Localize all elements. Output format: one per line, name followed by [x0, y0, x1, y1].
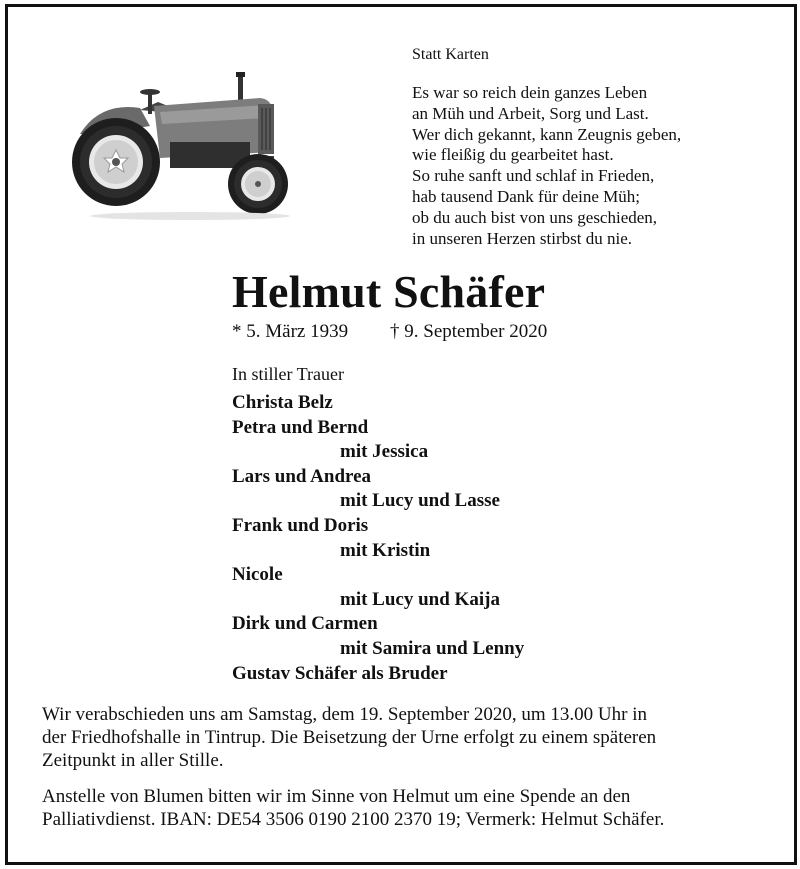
- mourner-line: Lars und Andrea: [232, 465, 372, 487]
- mourner-line: mit Samira und Lenny: [340, 637, 525, 659]
- death-date: † 9. September 2020: [390, 321, 548, 342]
- mourner-line: Dirk und Carmen: [232, 613, 378, 635]
- mourner-line: Nicole: [232, 564, 283, 586]
- tractor-icon: [70, 72, 310, 222]
- mourner-line: mit Lucy und Kaija: [340, 588, 500, 610]
- mourner-line: mit Jessica: [340, 441, 429, 463]
- mourner-line: mit Kristin: [340, 539, 431, 561]
- info-line: Wir verabschieden uns am Samstag, dem 19. September 2020, um 13.00 Uhr in: [42, 704, 648, 725]
- poem-heading: Statt Karten: [412, 46, 489, 63]
- poem-line: hab tausend Dank für deine Müh;: [412, 186, 641, 206]
- funeral-info: [42, 703, 762, 772]
- poem-line: ob du auch bist von uns geschieden,: [412, 207, 658, 227]
- deceased-name: Helmut Schäfer: [232, 266, 546, 317]
- mourner-line: Petra und Bernd: [232, 416, 369, 438]
- mourner-line: Christa Belz: [232, 392, 333, 413]
- poem: [412, 83, 681, 249]
- poem-line: So ruhe sanft und schlaf in Frieden,: [412, 166, 655, 186]
- mourner-line: Frank und Doris: [232, 514, 369, 536]
- poem-line: wie fleißig du gearbeitet hast.: [412, 145, 614, 165]
- info-line: Anstelle von Blumen bitten wir im Sinne von Helmut um eine Spende an den: [42, 786, 631, 807]
- info-line: Palliativdienst. IBAN: DE54 3506 0190 2100 2370 19; Vermerk: Helmut Schäfer.: [42, 809, 665, 830]
- info-line: Zeitpunkt in aller Stille.: [42, 750, 224, 771]
- mourning-intro: In stiller Trauer: [232, 364, 344, 384]
- life-dates: [232, 321, 548, 343]
- poem-line: Wer dich gekannt, kann Zeugnis geben,: [412, 124, 682, 144]
- mourners-list: [232, 391, 524, 686]
- birth-date: * 5. März 1939: [232, 321, 349, 342]
- poem-line: an Müh und Arbeit, Sorg und Last.: [412, 103, 649, 123]
- donation-info: [42, 785, 762, 831]
- info-line: der Friedhofshalle in Tintrup. Die Beisetzung der Urne erfolgt zu einem späteren: [42, 727, 657, 748]
- poem-line: in unseren Herzen stirbst du nie.: [412, 228, 632, 248]
- poem-line: Es war so reich dein ganzes Leben: [412, 83, 648, 102]
- mourner-line: Gustav Schäfer als Bruder: [232, 662, 448, 684]
- mourner-line: mit Lucy und Lasse: [340, 490, 500, 512]
